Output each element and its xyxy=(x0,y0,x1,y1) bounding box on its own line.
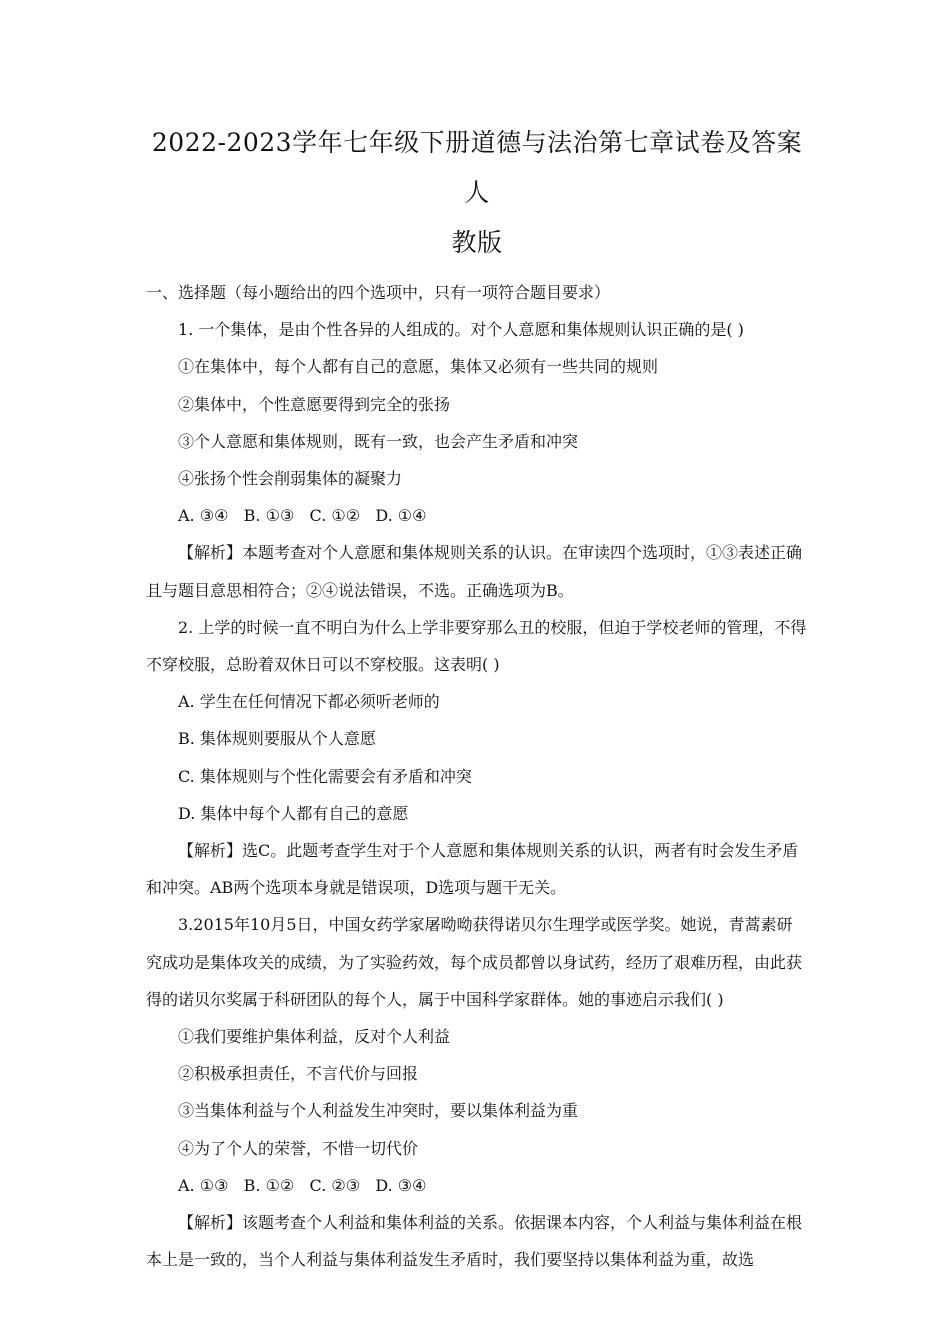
q1-analysis xyxy=(146,534,808,608)
q2-stem: 2. 上学的时候一直不明白为什么上学非要穿那么丑的校服，但迫于学校老师的管理，不得不穿校服，总盼着双休日可以不穿校服。这表明( ) xyxy=(146,617,807,675)
document-title xyxy=(146,118,808,268)
q2-option-b: B. 集体规则要服从个人意愿 xyxy=(178,729,376,749)
q3-item-3: ③当集体利益与个人利益发生冲突时，要以集体利益为重 xyxy=(178,1101,579,1121)
q1-item-2: ②集体中，个性意愿要得到完全的张扬 xyxy=(178,394,451,414)
q1-analysis-tag: 【解析】 xyxy=(178,543,243,563)
q3-stem: 3.2015年10月5日，中国女药学家屠呦呦获得诺贝尔生理学或医学奖。她说，青蒿素研究成功是集体攻关的成绩，为了实验药效，每个成员都曾以身试药，经历了艰难历程，由此获得的诺贝尔奖属于科研团队的每个人，属于中国科学家群体。她的事迹启示我们( ) xyxy=(146,915,803,1009)
q1-item-4: ④张扬个性会削弱集体的凝聚力 xyxy=(178,469,403,489)
q3-analysis xyxy=(146,1204,808,1278)
q1-item-1: ①在集体中，每个人都有自己的意愿，集体又必须有一些共同的规则 xyxy=(178,357,659,377)
title-line-1: 2022-2023学年七年级下册道德与法治第七章试卷及答案人 xyxy=(151,128,803,207)
title-line-2: 教版 xyxy=(451,228,503,257)
q3-analysis-text: 该题考查个人利益和集体利益的关系。依据课本内容，个人利益与集体利益在根本上是一致的，当个人利益与集体利益发生矛盾时，我们要坚持以集体利益为重，故选 xyxy=(146,1213,803,1270)
q1-stem: 1. 一个集体，是由个性各异的人组成的。对个人意愿和集体规则认识正确的是( ) xyxy=(178,320,744,340)
q2-analysis xyxy=(146,832,808,906)
q2-option-a: A. 学生在任何情况下都必须听老师的 xyxy=(178,692,440,712)
q2-option-d: D. 集体中每个人都有自己的意愿 xyxy=(178,803,409,823)
q1-item-3: ③个人意愿和集体规则，既有一致，也会产生矛盾和冲突 xyxy=(178,431,579,451)
q3-item-2: ②积极承担责任，不言代价与回报 xyxy=(178,1064,419,1084)
q2-analysis-tag: 【解析】 xyxy=(178,841,243,861)
q2-option-c: C. 集体规则与个性化需要会有矛盾和冲突 xyxy=(178,766,472,786)
section-heading: 一、选择题（每小题给出的四个选项中，只有一项符合题目要求） xyxy=(146,283,611,302)
q2-analysis-text: 选C。此题考查学生对于个人意愿和集体规则关系的认识，两者有时会发生矛盾和冲突。AB两个选项本身就是错误项，D选项与题干无关。 xyxy=(146,841,799,898)
q3-analysis-tag: 【解析】 xyxy=(178,1213,243,1233)
q3-choices: A. ①③ B. ①② C. ②③ D. ③④ xyxy=(178,1175,427,1195)
q1-analysis-text: 本题考查对个人意愿和集体规则关系的认识。在审读四个选项时，①③表述正确且与题目意思相符合；②④说法错误，不选。正确选项为B。 xyxy=(146,543,803,600)
q3-item-1: ①我们要维护集体利益，反对个人利益 xyxy=(178,1027,451,1047)
q1-choices: A. ③④ B. ①③ C. ①② D. ①④ xyxy=(178,506,427,526)
q3-item-4: ④为了个人的荣誉，不惜一切代价 xyxy=(178,1138,419,1158)
